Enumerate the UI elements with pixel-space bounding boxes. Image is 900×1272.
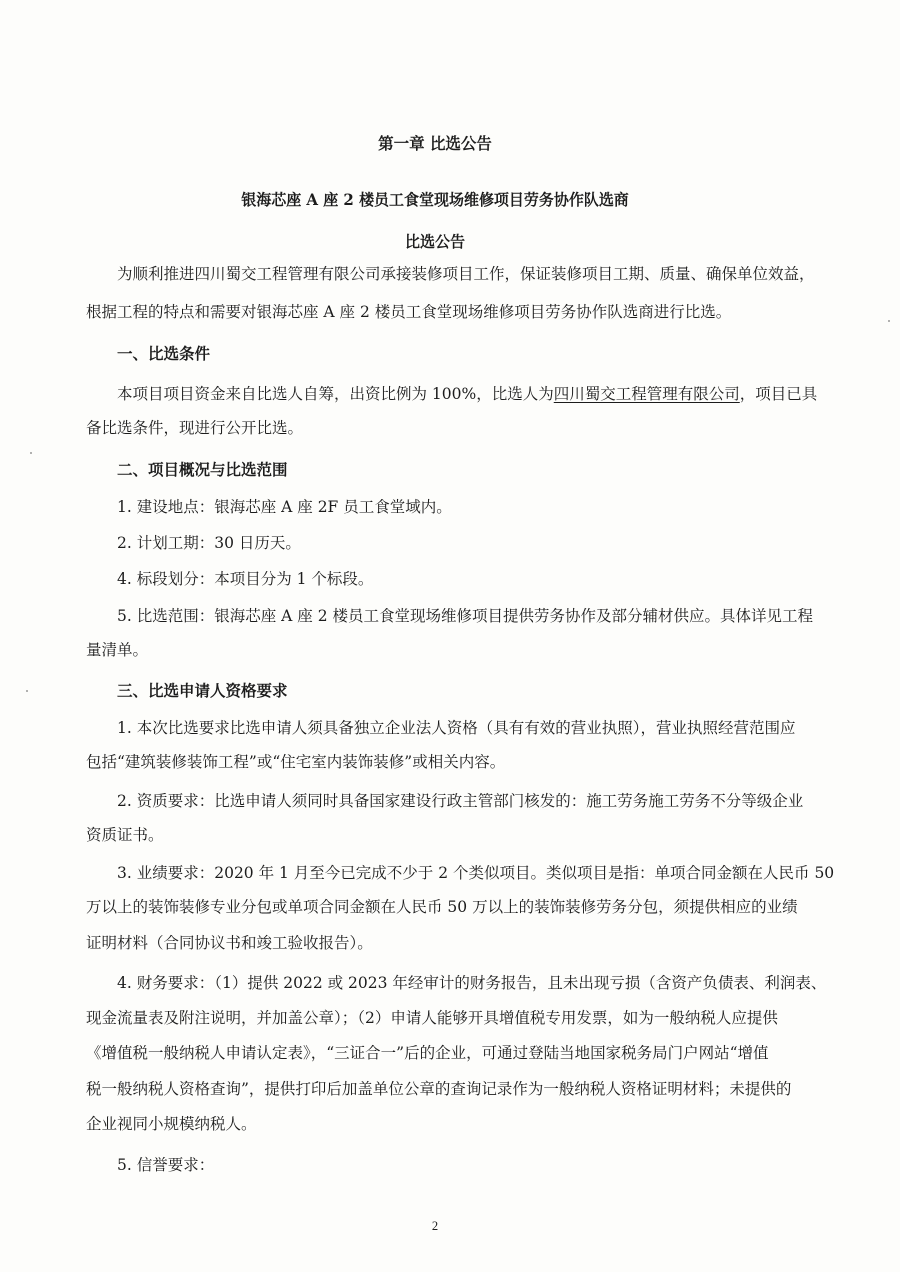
- notice-subtitle: 比选公告: [405, 232, 465, 251]
- section-2-item-schedule: 2. 计划工期：30 日历天。: [117, 534, 301, 552]
- requirement-1-line-2: 包括“建筑装修装饰工程”或“住宅室内装饰装修”或相关内容。: [86, 753, 506, 771]
- section-1-heading: 一、比选条件: [117, 344, 211, 363]
- section-1-paragraph-line-1: [117, 384, 817, 404]
- scan-speck: [888, 320, 890, 322]
- section-2-item-location: 1. 建设地点：银海芯座 A 座 2F 员工食堂域内。: [117, 498, 452, 516]
- section-1-paragraph-line-2: 备比选条件，现进行公开比选。: [86, 419, 304, 437]
- requirement-2-line-1: 2. 资质要求：比选申请人须同时具备国家建设行政主管部门核发的：施工劳务施工劳务不分等级企业: [117, 792, 804, 810]
- requirement-3-line-2: 万以上的装饰装修专业分包或单项合同金额在人民币 50 万以上的装饰装修劳务分包，须提供相应的业绩: [86, 898, 798, 916]
- intro-line-1: 为顺利推进四川蜀交工程管理有限公司承接装修项目工作，保证装修项目工期、质量、确保单位效益，: [117, 265, 815, 283]
- section-1-text-after: ，项目已具: [739, 385, 818, 403]
- section-2-item-scope-line-2: 量清单。: [86, 641, 149, 659]
- project-title: 银海芯座 A 座 2 楼员工食堂现场维修项目劳务协作队选商: [241, 190, 629, 209]
- requirement-5: 5. 信誉要求：: [117, 1156, 215, 1174]
- section-2-item-lots: 4. 标段划分：本项目分为 1 个标段。: [117, 570, 374, 588]
- requirement-4-line-5: 企业视同小规模纳税人。: [86, 1115, 257, 1133]
- requirement-1-line-1: 1. 本次比选要求比选申请人须具备独立企业法人资格（具有有效的营业执照），营业执照经营范围应: [117, 719, 796, 737]
- section-2-heading: 二、项目概况与比选范围: [117, 460, 288, 479]
- requirement-4-line-3: 《增值税一般纳税人申请认定表》，“三证合一”后的企业，可通过登陆当地国家税务局门户网站“增值: [86, 1044, 769, 1062]
- scan-speck: [30, 452, 32, 454]
- requirement-3-line-1: 3. 业绩要求：2020 年 1 月至今已完成不少于 2 个类似项目。类似项目是指：单项合同金额在人民币 50: [117, 864, 835, 882]
- requirement-4-line-4: 税一般纳税人资格查询”，提供打印后加盖单位公章的查询记录作为一般纳税人资格证明材料；未提供的: [86, 1080, 792, 1098]
- scan-speck: [26, 690, 28, 692]
- bidder-company-name: 四川蜀交工程管理有限公司: [553, 385, 740, 403]
- requirement-2-line-2: 资质证书。: [86, 826, 164, 844]
- requirement-4-line-2: 现金流量表及附注说明，并加盖公章）；（2）申请人能够开具增值税专用发票，如为一般纳税人应提供: [86, 1009, 778, 1027]
- chapter-title: 第一章 比选公告: [378, 134, 492, 153]
- intro-line-2: 根据工程的特点和需要对银海芯座 A 座 2 楼员工食堂现场维修项目劳务协作队选商进行比选。: [86, 303, 732, 321]
- section-1-text-before: 本项目项目资金来自比选人自筹，出资比例为 100%，比选人为: [117, 385, 554, 403]
- section-2-item-scope-line-1: 5. 比选范围：银海芯座 A 座 2 楼员工食堂现场维修项目提供劳务协作及部分辅材供应。具体详见工程: [117, 607, 813, 625]
- requirement-4-line-1: 4. 财务要求：（1）提供 2022 或 2023 年经审计的财务报告，且未出现亏损（含资产负债表、利润表、: [117, 974, 827, 992]
- page-number: 2: [431, 1218, 439, 1233]
- requirement-3-line-3: 证明材料（合同协议书和竣工验收报告）。: [86, 934, 373, 952]
- section-3-heading: 三、比选申请人资格要求: [117, 681, 288, 700]
